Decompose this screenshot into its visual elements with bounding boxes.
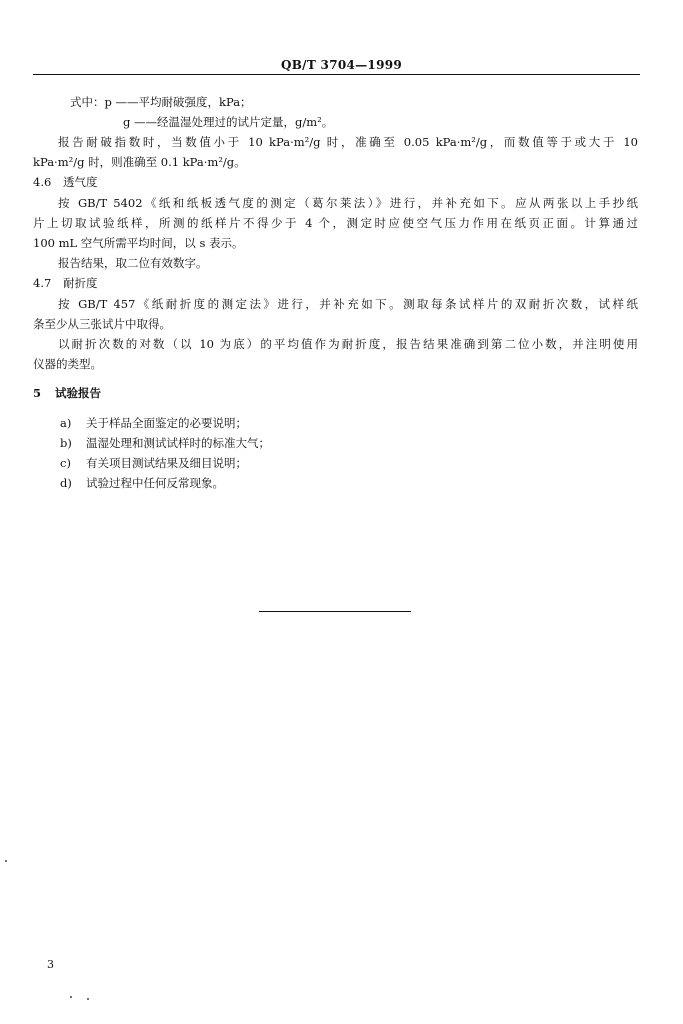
end-of-text-rule [259,611,411,612]
section-5-title: 试验报告 [55,386,101,400]
section-4-6-heading [33,175,98,189]
list-item [60,416,247,430]
list-item-text: 试验过程中任何反常现象。 [86,476,224,490]
section-4-6-title: 透气度 [63,175,98,189]
list-item-text: 温湿处理和测试试样时的标准大气； [86,436,270,450]
section-5-heading [33,386,101,400]
burst-index-paragraph-line-1: 报告耐破指数时，当数值小于 10 kPa·m²/g 时，准确至 0.05 kPa·m²/g，而数值等于或大于 10 [58,135,638,149]
section-4-6-line-3: 100 mL 空气所需平均时间，以 s 表示。 [33,236,244,250]
list-item-text: 关于样品全面鉴定的必要说明； [86,416,247,430]
section-4-6-number: 4.6 [33,175,52,189]
section-4-7-heading [33,276,98,290]
list-item-marker: a) [60,416,72,430]
section-4-7-line-1: 按 GB/T 457《纸耐折度的测定法》进行，并补充如下。测取每条试样片的双耐折次数，试样纸 [58,297,638,311]
header-rule [33,74,640,75]
page-number: 3 [47,958,54,971]
list-item-marker: d) [60,476,72,490]
section-4-7-line-2: 条至少从三张试片中取得。 [33,317,171,331]
section-4-7-line-3: 以耐折次数的对数（以 10 为底）的平均值作为耐折度，报告结果准确到第二位小数，并注明使用 [58,337,638,351]
section-4-6-line-2: 片上切取试验纸样，所测的纸样片不得少于 4 个，测定时应使空气压力作用在纸页正面。计算通过 [33,216,638,230]
section-4-7-number: 4.7 [33,276,52,290]
section-4-6-result: 报告结果，取二位有效数字。 [58,256,208,270]
section-4-7-title: 耐折度 [63,276,98,290]
scan-speck [5,860,7,862]
list-item-marker: b) [60,436,72,450]
list-item-marker: c) [60,456,71,470]
scan-speck [70,996,72,998]
section-4-7-line-4: 仪器的类型。 [33,357,102,371]
section-5-number: 5 [33,386,42,400]
formula-note-p: 式中：p ——平均耐破强度，kPa； [70,95,252,109]
scan-speck [87,998,89,1000]
list-item-text: 有关项目测试结果及细目说明； [86,456,247,470]
document-code-header: QB/T 3704—1999 [280,58,403,72]
list-item [60,456,247,470]
burst-index-paragraph-line-2: kPa·m²/g 时，则准确至 0.1 kPa·m²/g。 [33,155,246,169]
list-item [60,436,270,450]
list-item [60,476,224,490]
section-4-6-line-1: 按 GB/T 5402《纸和纸板透气度的测定（葛尔莱法）》进行，并补充如下。应从两张以上手抄纸 [58,196,638,210]
formula-note-g: g ——经温湿处理过的试片定量，g/m²。 [123,115,334,129]
